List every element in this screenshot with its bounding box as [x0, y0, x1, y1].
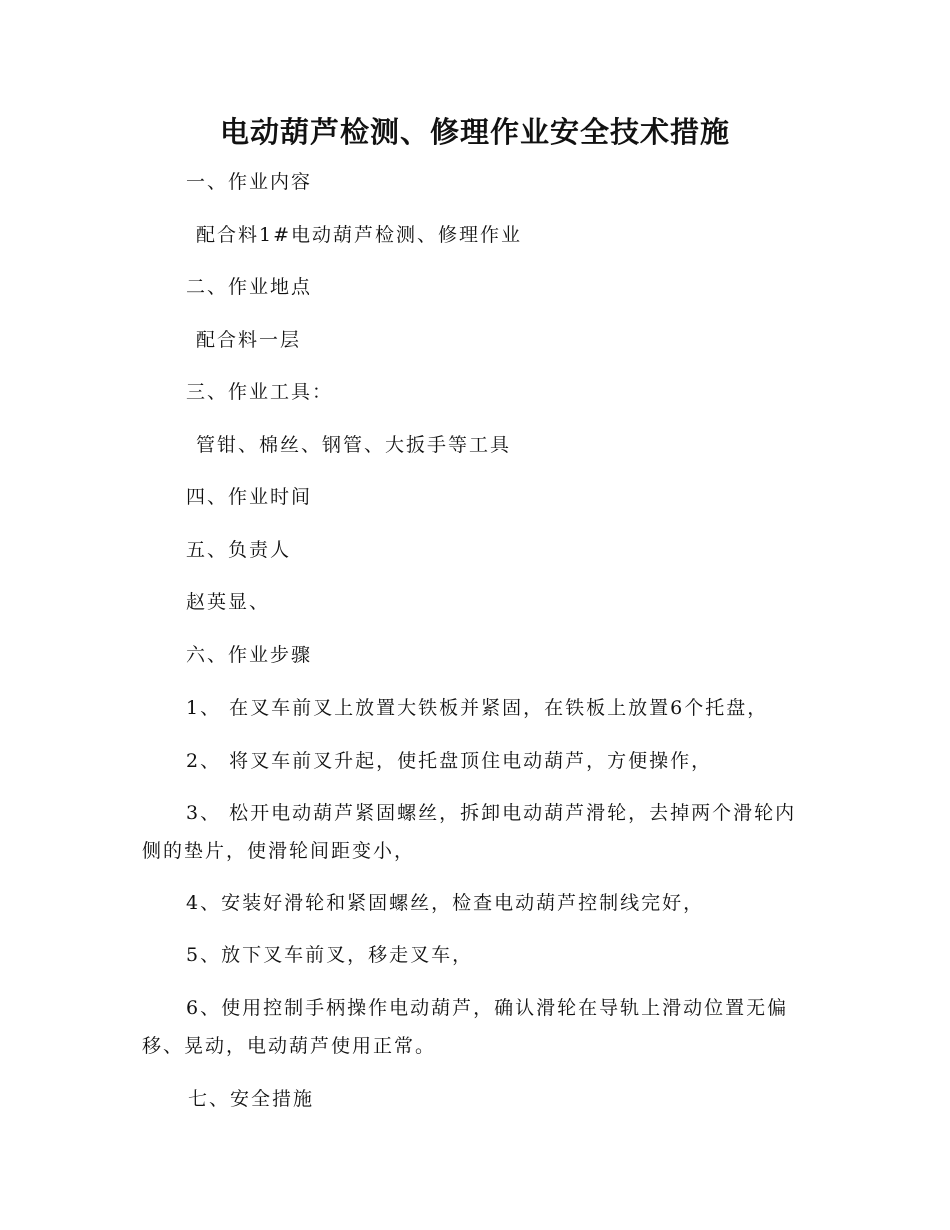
paragraph-responsible-person: 赵英显、 [186, 591, 271, 613]
step-1: 1、 在叉车前叉上放置大铁板并紧固，在铁板上放置6个托盘， [186, 697, 769, 719]
document-title: 电动葫芦检测、修理作业安全技术措施 [219, 115, 730, 149]
section-heading-responsible-person: 五、负责人 [186, 539, 292, 561]
step-4: 4、安装好滑轮和紧固螺丝，检查电动葫芦控制线完好， [186, 892, 705, 914]
paragraph-work-tools: 管钳、棉丝、钢管、大扳手等工具 [196, 434, 512, 456]
step-5: 5、放下叉车前叉，移走叉车， [186, 944, 474, 966]
step-2: 2、 将叉车前叉升起，使托盘顶住电动葫芦，方便操作， [186, 750, 713, 772]
section-heading-work-content: 一、作业内容 [186, 171, 313, 193]
section-heading-work-steps: 六、作业步骤 [186, 644, 313, 666]
step-3: 3、 松开电动葫芦紧固螺丝，拆卸电动葫芦滑轮，去掉两个滑轮内侧的垫片，使滑轮间距变小， [142, 802, 797, 862]
section-heading-work-time: 四、作业时间 [186, 486, 313, 508]
section-heading-safety-measures: 七、安全措施 [188, 1088, 315, 1110]
step-6: 6、使用控制手柄操作电动葫芦，确认滑轮在导轨上滑动位置无偏移、晃动，电动葫芦使用正常。 [142, 997, 789, 1057]
section-heading-work-location: 二、作业地点 [186, 276, 313, 298]
paragraph-work-location: 配合料一层 [196, 329, 302, 351]
section-heading-work-tools: 三、作业工具： [186, 381, 334, 403]
paragraph-work-content: 配合料1#电动葫芦检测、修理作业 [196, 224, 523, 246]
